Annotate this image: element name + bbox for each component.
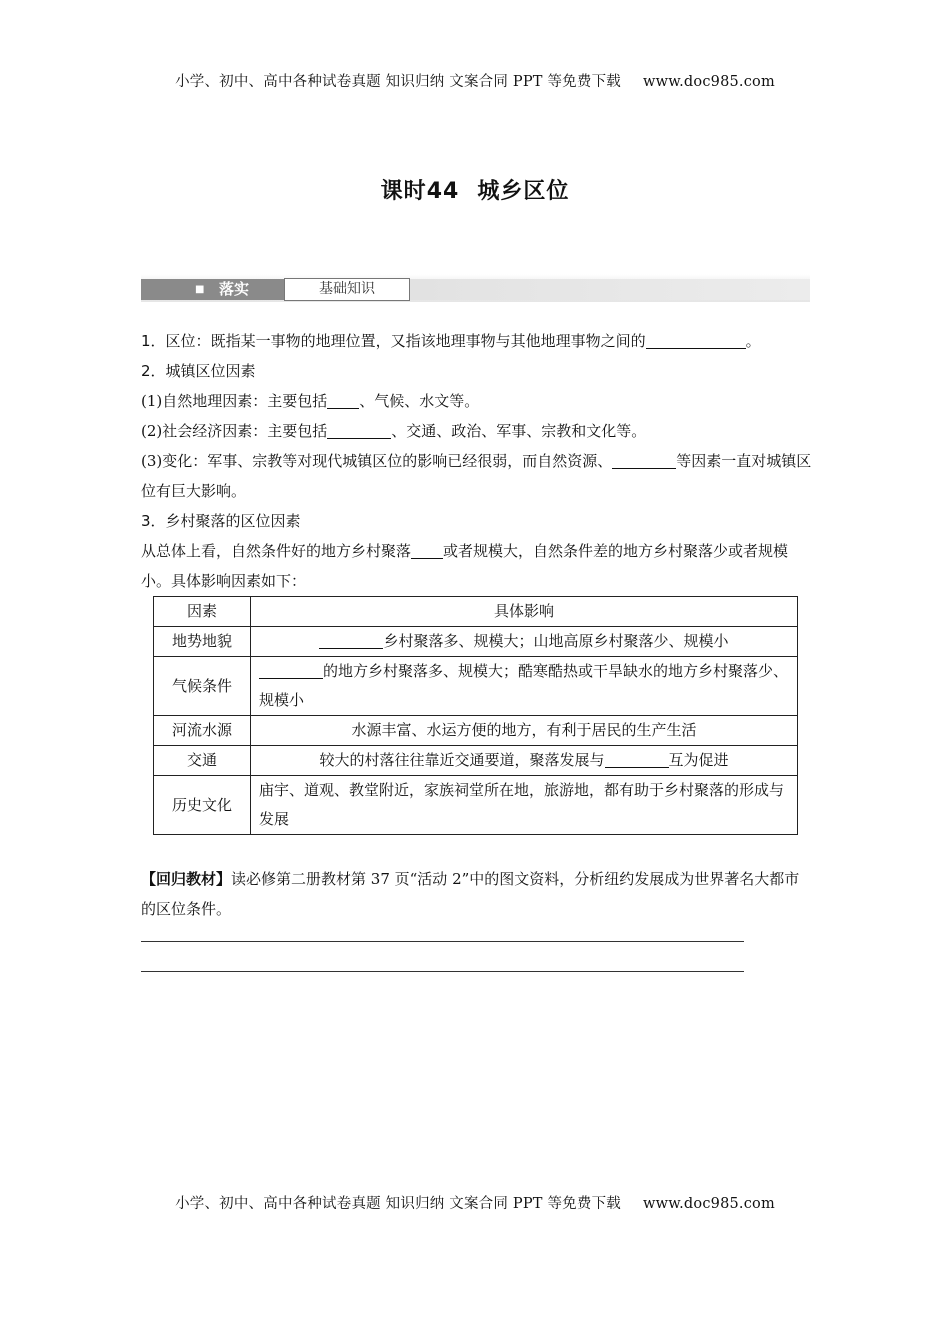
- item-2-1-text: (1)自然地理因素：主要包括: [141, 392, 328, 410]
- section-banner: [141, 256, 810, 302]
- fill-blank: [319, 630, 383, 649]
- item-1-num: 1．: [141, 332, 166, 350]
- fill-blank: [327, 420, 391, 439]
- item-3-end: 或者规模大，自然条件差的地方乡村聚落少或者规模小。具体影响因素如下：: [141, 542, 789, 590]
- footer-site-link[interactable]: www.doc985.com: [642, 1196, 775, 1212]
- table-header-impact: 具体影响: [251, 597, 798, 627]
- item-2-3: [141, 446, 813, 506]
- impact-text: 较大的村落往往靠近交通要道，聚落发展与: [319, 751, 605, 769]
- factor-cell: 历史文化: [154, 776, 251, 835]
- table-header-factor: 因素: [154, 597, 251, 627]
- factor-table: [153, 596, 798, 835]
- item-2-2: [141, 416, 813, 446]
- factor-cell: 交通: [154, 746, 251, 776]
- fill-blank: [327, 390, 359, 409]
- impact-cell: [251, 627, 798, 657]
- item-2-heading: 2．城镇区位因素: [141, 362, 256, 380]
- item-2-3-end: 等因素一直对城镇区位有巨大影响。: [141, 452, 812, 500]
- fill-blank: [411, 540, 443, 559]
- impact-cell: 水源丰富、水运方便的地方，有利于居民的生产生活: [251, 716, 798, 746]
- factor-cell: 地势地貌: [154, 627, 251, 657]
- review-question: [141, 864, 813, 924]
- answer-line-2[interactable]: [141, 971, 744, 972]
- fill-blank: [612, 450, 676, 469]
- impact-text-end: 互为促进: [668, 751, 729, 769]
- square-bullet-icon: ■: [195, 284, 205, 295]
- fill-blank: [646, 330, 746, 349]
- item-1-end: 。: [745, 332, 761, 350]
- review-text: 读必修第二册教材第 37 页“活动 2”中的图文资料，分析纽约发展成为世界著名大都市的区位条件。: [141, 870, 800, 918]
- header-site-link[interactable]: www.doc985.com: [642, 74, 775, 90]
- table-header-row: [154, 597, 798, 627]
- page-footer: [0, 1192, 950, 1213]
- item-2-1-end: 、气候、水文等。: [359, 392, 480, 410]
- header-text: 小学、初中、高中各种试卷真题 知识归纳 文案合同 PPT 等免费下载: [175, 74, 621, 90]
- impact-text: 的地方乡村聚落多、规模大；酷寒酷热或干旱缺水的地方乡村聚落少、规模小: [259, 662, 789, 709]
- banner-tab-luoshi: [141, 279, 284, 300]
- title-prefix: 课时: [380, 179, 427, 204]
- footer-text: 小学、初中、高中各种试卷真题 知识归纳 文案合同 PPT 等免费下载: [175, 1196, 621, 1212]
- item-2-2-end: 、交通、政治、军事、宗教和文化等。: [391, 422, 647, 440]
- impact-cell: [251, 657, 798, 716]
- banner-tab-dark-label: 落实: [219, 280, 250, 298]
- table-row: [154, 627, 798, 657]
- item-1-text: 既指某一事物的地理位置，又指该地理事物与其他地理事物之间的: [210, 332, 646, 350]
- item-3-text: 从总体上看，自然条件好的地方乡村聚落: [141, 542, 412, 560]
- fill-blank: [259, 660, 323, 679]
- main-content: [141, 326, 813, 596]
- table-row: [154, 776, 798, 835]
- impact-cell: [251, 746, 798, 776]
- table-row: [154, 746, 798, 776]
- table-row: [154, 716, 798, 746]
- banner-tab-jichu: 基础知识: [284, 278, 410, 301]
- page-title: [0, 174, 950, 205]
- factor-cell: 河流水源: [154, 716, 251, 746]
- title-number: 44: [426, 179, 460, 204]
- item-3-heading: 3．乡村聚落的区位因素: [141, 512, 301, 530]
- answer-line-1[interactable]: [141, 941, 744, 942]
- review-tag: 【回归教材】: [141, 870, 232, 888]
- item-2-2-text: (2)社会经济因素：主要包括: [141, 422, 328, 440]
- item-2-3-text: (3)变化：军事、宗教等对现代城镇区位的影响已经很弱，而自然资源、: [141, 452, 613, 470]
- item-3-intro: [141, 536, 813, 596]
- table-row: [154, 657, 798, 716]
- factor-cell: 气候条件: [154, 657, 251, 716]
- page-header: [0, 70, 950, 91]
- item-1: [141, 326, 813, 356]
- impact-text: 乡村聚落多、规模大；山地高原乡村聚落少、规模小: [383, 632, 729, 650]
- impact-cell: 庙宇、道观、教堂附近，家族祠堂所在地，旅游地，都有助于乡村聚落的形成与发展: [251, 776, 798, 835]
- item-1-term: 区位：: [165, 332, 211, 350]
- fill-blank: [605, 749, 669, 768]
- item-2-1: [141, 386, 813, 416]
- title-name: 城乡区位: [477, 179, 570, 204]
